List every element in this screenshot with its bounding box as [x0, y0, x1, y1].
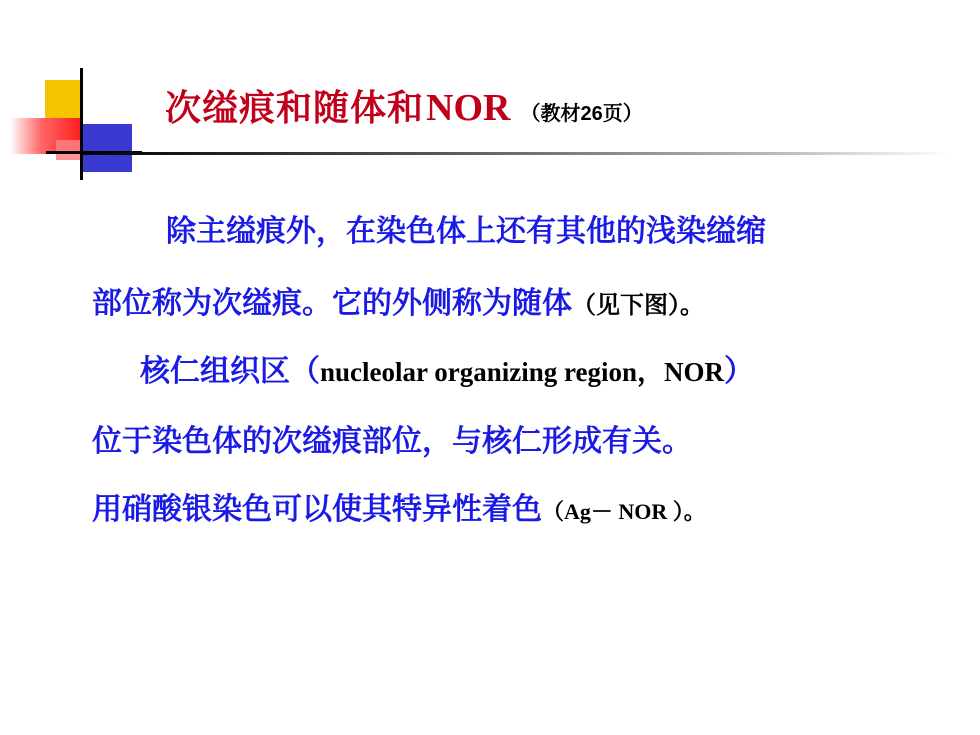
deco-vertical-line — [80, 68, 83, 180]
title-nor: NOR — [426, 87, 511, 129]
body-line-5-note: （Ag－ NOR ）。 — [542, 499, 706, 524]
body-line-3-abbreviation: NOR — [664, 357, 724, 387]
title-chinese: 次缢痕和随体和 — [165, 87, 425, 129]
body-line-3-separator: ， — [637, 357, 664, 387]
deco-pink-square — [56, 140, 81, 160]
body-line-3-close-paren: ） — [724, 354, 754, 389]
title-underline — [82, 152, 952, 155]
body-line-2-text: 部位称为次缢痕。它的外侧称为随体 — [92, 286, 572, 321]
body-line-3 — [140, 346, 754, 390]
body-line-2-note: （见下图）。 — [572, 291, 704, 319]
body-line-5 — [92, 484, 706, 528]
body-line-3-english-term: nucleolar organizing region — [320, 357, 637, 387]
body-line-3-text: 核仁组织区（ — [140, 354, 320, 389]
body-line-5-text: 用硝酸银染色可以使其特异性着色 — [92, 492, 542, 527]
body-line-4-text: 位于染色体的次缢痕部位，与核仁形成有关。 — [92, 424, 692, 459]
title-textbook-reference: （教材26页） — [520, 103, 643, 125]
body-line-2 — [92, 278, 704, 322]
body-line-4 — [92, 416, 692, 460]
body-line-1 — [166, 206, 766, 250]
deco-blue-square — [82, 124, 132, 172]
slide-title — [165, 80, 643, 130]
body-line-1-text: 除主缢痕外，在染色体上还有其他的浅染缢缩 — [166, 214, 766, 249]
